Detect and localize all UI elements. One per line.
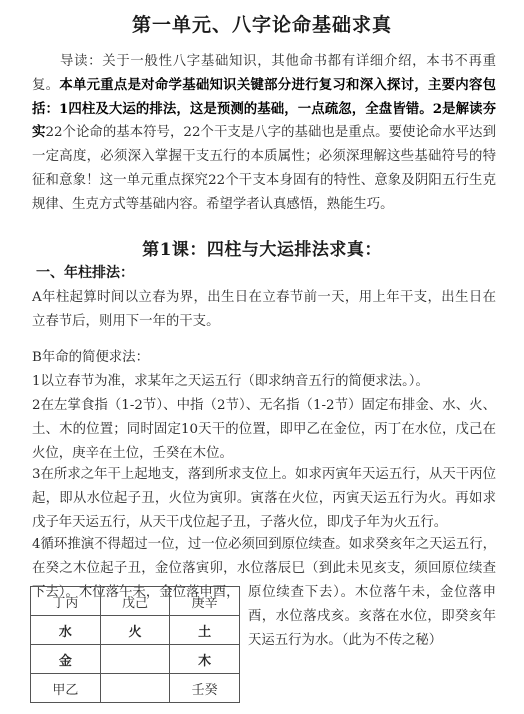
table-cell: 丁丙 [31, 587, 101, 616]
intro-bold: 本单元重点是对命学基础知识关键部分进行复习和深入探讨，主要内容包括：1四柱及大运的排法，这是预测的基础，一点疏忽，全盘皆错。2是解读夯实 [32, 76, 497, 141]
table-cell: 庚辛 [170, 587, 240, 616]
paragraph-3: 3在所求之年干上起地支，落到所求支位上。如求丙寅年天运五行，从天干丙位起，即从水位起子丑，火位为寅卯。寅落在火位，丙寅天运五行为火。再如求戊子年天运五行，从天干戊位起子丑，子落火位，即戊子年为火五行。 [32, 467, 496, 530]
page-title: 第一单元、八字论命基础求真 [131, 14, 392, 36]
paragraph-b-heading: B年命的简便求法： [32, 350, 149, 365]
table-header-row [31, 587, 240, 616]
paragraph-4-continued: 原位续查下去）。木位落午未，金位落申酉，水位落戌亥。亥落在水位，即癸亥年天运五行为水。（此为不传之秘） [248, 585, 496, 648]
paragraph-1: 1以立春节为准，求某年之天运五行（即求纳音五行的简便求法。）。 [32, 374, 429, 389]
table-row [31, 616, 240, 645]
table-row [31, 674, 240, 703]
section-title: 一、年柱排法： [36, 265, 134, 281]
paragraph-a: A年柱起算时间以立春为界，出生日在立春节前一天，用上年干支，出生日在立春节后，则用下一年的干支。 [32, 290, 496, 329]
five-element-table [30, 586, 240, 703]
intro-rest: 22个论命的基本符号，22个干支是八字的基础也是重点。要使论命水平达到一定高度，必须深入掌握干支五行的本质属性；必须深理解这些基础符号的特征和意象！这一单元重点探究22个干支本身固有的特性、意象及阴阳五行生克规律、生克方式等基础内容。希望学者认真感悟，熟能生巧。 [32, 125, 497, 212]
table-cell: 土 [170, 616, 240, 645]
paragraph-4-text: 4循环推演不得超过一位，过一位必须回到原位续查。如求癸亥年之天运五行，在癸之木位起子丑，金位落寅卯，水位落辰巳（到此未见亥支，须回原位续查下去）。木位落午未，金位落申酉， [32, 537, 496, 600]
table-cell: 木 [170, 645, 240, 674]
table-cell [100, 645, 170, 674]
table-cell: 火 [100, 616, 170, 645]
table-cell [100, 674, 170, 703]
table-cell: 戊己 [100, 587, 170, 616]
table-cell: 水 [31, 616, 101, 645]
table-cell: 金 [31, 645, 101, 674]
intro-lead: 导读：关于一般性八字基础知识，其他命书都有详细介绍，本书不再重复。 [32, 54, 496, 93]
paragraph-2: 2在左掌食指（1-2节）、中指（2节）、无名指（1-2节）固定布排金、水、火、土、木的位置；同时固定10天干的位置，即甲乙在金位，丙丁在水位，戊己在火位，庚辛在土位，壬癸在木位。 [32, 398, 496, 461]
table-row [31, 645, 240, 674]
table-cell: 甲乙 [31, 674, 101, 703]
lesson-title: 第1课：四柱与大运排法求真： [142, 240, 382, 260]
intro-paragraph [32, 50, 496, 217]
paragraph-4 [32, 533, 496, 600]
table-cell: 壬癸 [170, 674, 240, 703]
